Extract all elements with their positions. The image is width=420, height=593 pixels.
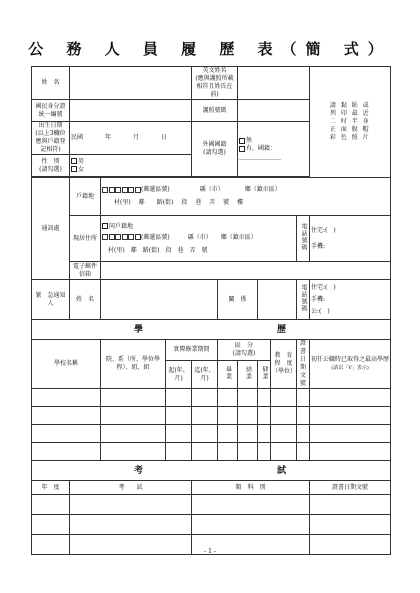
graduated-header: 畢業 — [218, 361, 238, 389]
english-name-note: (應與護照所載相符且姓氏在前) — [195, 75, 234, 98]
degree-header: 教 育程 度（學位） — [271, 340, 297, 389]
relation-field[interactable] — [258, 280, 297, 320]
education-row[interactable] — [32, 443, 391, 461]
id-label: 國民身分證統一編號 — [32, 100, 70, 122]
period-header: 實際修業期間 — [166, 340, 218, 361]
email-field[interactable] — [101, 262, 391, 280]
sex-male-option[interactable]: 男 — [71, 158, 190, 166]
passport-field[interactable] — [238, 100, 310, 122]
name-field[interactable] — [70, 67, 192, 100]
photo-line: 彩 色 照 片 — [329, 134, 371, 141]
era-label: 民國 — [71, 134, 84, 141]
from-header: 起(年、月) — [166, 361, 192, 389]
exam-row[interactable] — [32, 515, 391, 535]
page-number: - 1 - — [204, 548, 216, 555]
foreign-note: (請勾選) — [203, 149, 226, 156]
sex-label: 性 別 — [41, 157, 60, 165]
household-address-field[interactable]: (郵遞區號) 縣（市） 鄉（鎮市區） 村(里) 鄰 路(街) 段 巷 弄 號 樓 — [101, 178, 391, 216]
exam-row[interactable] — [32, 495, 391, 515]
english-name-label: 英文姓名 — [202, 67, 227, 74]
sex-female-option[interactable]: 女 — [71, 166, 190, 174]
to-header: 迄(年、月) — [192, 361, 218, 389]
household-label: 戶籍地 — [70, 178, 101, 216]
status-note: (請勾選) — [232, 350, 256, 358]
passport-label: 護照號碼 — [192, 100, 238, 122]
birth-field[interactable] — [70, 122, 192, 155]
emergency-phone-label: 電話號碼 — [297, 280, 310, 320]
exam-name-header: 考 試 — [70, 481, 192, 495]
email-label: 電子郵件信箱 — [70, 262, 101, 280]
id-field[interactable] — [70, 100, 192, 122]
year-label: 年 — [105, 134, 112, 141]
emergency-label: 緊 急通知人 — [32, 280, 70, 320]
cert-header: 證書日期文 號 — [297, 340, 310, 389]
education-row[interactable] — [32, 407, 391, 425]
checkbox[interactable] — [71, 158, 77, 164]
phone-label: 電話號碼 — [297, 216, 310, 262]
completed-header: 結業 — [238, 361, 258, 389]
page-title: 公 務 人 員 履 歷 表（簡 式） — [28, 40, 392, 58]
checkbox[interactable] — [71, 166, 77, 172]
residence-address-field[interactable]: 同戶籍地 (郵遞區號) 縣（市） 鄉（鎮市區） 村(里) 鄰 路(街) 段 巷 弄 號 — [101, 216, 297, 262]
checkbox[interactable] — [239, 146, 245, 152]
photo-line: 正 面 脫 帽 — [329, 126, 371, 133]
emergency-name-label: 姓 名 — [70, 280, 101, 320]
resume-form — [31, 66, 391, 555]
foreign-label: 外國國籍 — [202, 141, 227, 148]
education-section-title: 學 歷 — [32, 320, 391, 340]
photo-line: 列 印 最 近 — [329, 110, 371, 117]
highest-note: (請以「V」表示) — [331, 365, 369, 371]
foreign-has-option[interactable]: 有，國籍：______________ — [239, 145, 281, 160]
checkbox[interactable] — [102, 223, 108, 229]
status-header: 區 分 — [234, 342, 253, 350]
checkbox[interactable] — [239, 138, 245, 144]
school-header: 學校名稱 — [32, 340, 101, 389]
highest-header: 初任公職時已取得之最高學歷 — [311, 356, 390, 363]
exam-category-header: 類 科 別 — [192, 481, 310, 495]
mobile-phone-field[interactable]: 手機: — [311, 242, 326, 250]
sex-note: (請勾選) — [39, 165, 62, 173]
name-label: 姓 名 — [32, 67, 70, 100]
same-as-household-option[interactable]: 同戶籍地 — [102, 223, 295, 231]
foreign-none-option[interactable]: 無 — [239, 137, 308, 145]
birth-note: (以上3欄位應與戶籍登記相符) — [35, 130, 66, 153]
education-row[interactable] — [32, 425, 391, 443]
emergency-office-field[interactable]: 公:( ) — [311, 307, 330, 315]
photo-line: 二 吋 半 身 — [329, 118, 371, 125]
home-phone-field[interactable]: 住宅:( ) — [311, 226, 336, 234]
photo-line: 請 黏 貼 或 — [329, 102, 371, 109]
dept-header: 院、系（所、學位學程）、組、組 — [101, 340, 166, 389]
emergency-home-field[interactable]: 住宅:( ) — [311, 283, 336, 291]
birth-label: 出生日期 — [38, 122, 63, 129]
exam-cert-header: 證書日期文號 — [310, 481, 391, 495]
residence-label: 現居住所 — [70, 216, 101, 262]
relation-label: 關 係 — [218, 280, 258, 320]
exam-year-header: 年 度 — [32, 481, 70, 495]
education-row[interactable] — [32, 389, 391, 407]
english-name-field[interactable] — [238, 67, 310, 100]
exam-section-title: 考 試 — [32, 461, 391, 481]
month-label: 月 — [133, 134, 140, 141]
photo-area[interactable] — [310, 67, 391, 178]
emergency-mobile-field[interactable]: 手機: — [311, 295, 326, 303]
day-label: 日 — [161, 134, 168, 141]
dropped-header: 肄業 — [258, 361, 271, 389]
emergency-name-field[interactable] — [101, 280, 218, 320]
address-section-label: 通訊處 — [32, 178, 70, 280]
